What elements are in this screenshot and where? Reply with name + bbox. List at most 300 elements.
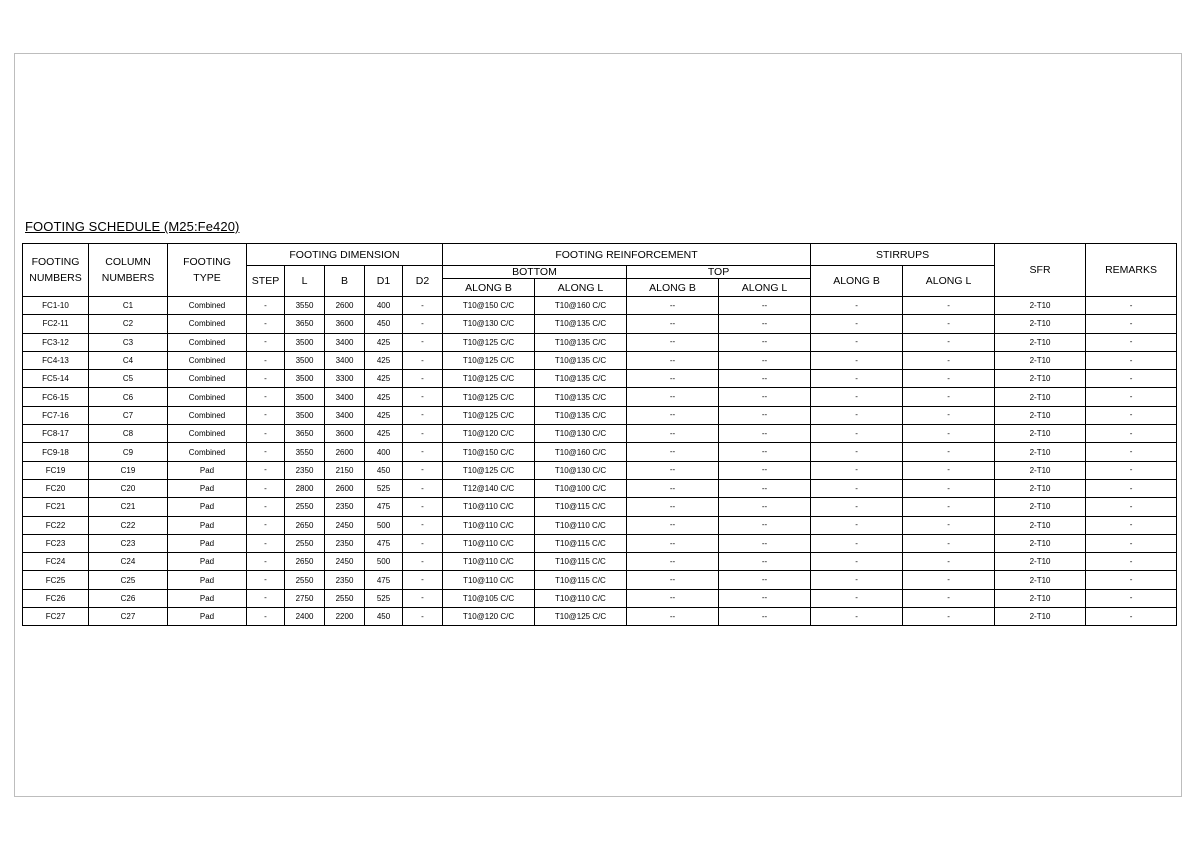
cell-sfr: 2-T10: [995, 388, 1086, 406]
cell-stirrups-along-l: -: [903, 388, 995, 406]
header-top-along-b: ALONG B: [627, 279, 719, 297]
cell-step: -: [247, 370, 285, 388]
cell-sfr: 2-T10: [995, 479, 1086, 497]
cell-column-number: C7: [89, 406, 168, 424]
cell-top-along-b: --: [627, 571, 719, 589]
header-footing-reinforcement: FOOTING REINFORCEMENT: [443, 244, 811, 266]
cell-stirrups-along-l: -: [903, 351, 995, 369]
cell-remarks: -: [1086, 406, 1177, 424]
cell-remarks: -: [1086, 553, 1177, 571]
header-column-numbers-line2: NUMBERS: [101, 272, 155, 284]
cell-stirrups-along-l: -: [903, 443, 995, 461]
cell-column-number: C19: [89, 461, 168, 479]
cell-sfr: 2-T10: [995, 297, 1086, 315]
cell-length: 3500: [285, 370, 325, 388]
cell-d1: 425: [365, 351, 403, 369]
cell-bottom-along-b: T10@110 C/C: [443, 553, 535, 571]
cell-step: -: [247, 333, 285, 351]
cell-column-number: C27: [89, 608, 168, 626]
cell-top-along-l: --: [719, 425, 811, 443]
cell-footing-number: FC24: [23, 553, 89, 571]
cell-top-along-l: --: [719, 479, 811, 497]
cell-remarks: -: [1086, 388, 1177, 406]
header-footing-type-line1: FOOTING: [183, 256, 231, 268]
cell-breadth: 2600: [325, 297, 365, 315]
cell-top-along-b: --: [627, 461, 719, 479]
cell-remarks: -: [1086, 479, 1177, 497]
cell-d1: 400: [365, 443, 403, 461]
cell-length: 3550: [285, 443, 325, 461]
cell-bottom-along-l: T10@115 C/C: [535, 534, 627, 552]
cell-bottom-along-b: T10@130 C/C: [443, 315, 535, 333]
cell-remarks: -: [1086, 534, 1177, 552]
cell-d1: 475: [365, 498, 403, 516]
cell-top-along-l: --: [719, 461, 811, 479]
table-row: [23, 388, 1177, 406]
cell-bottom-along-l: T10@160 C/C: [535, 443, 627, 461]
cell-length: 3650: [285, 425, 325, 443]
cell-footing-number: FC21: [23, 498, 89, 516]
cell-stirrups-along-b: -: [811, 425, 903, 443]
cell-stirrups-along-b: -: [811, 443, 903, 461]
cell-top-along-b: --: [627, 315, 719, 333]
table-row: [23, 516, 1177, 534]
cell-breadth: 3600: [325, 315, 365, 333]
header-d1: D1: [365, 266, 403, 297]
cell-column-number: C25: [89, 571, 168, 589]
cell-step: -: [247, 553, 285, 571]
cell-d2: -: [403, 443, 443, 461]
cell-breadth: 2450: [325, 553, 365, 571]
cell-bottom-along-l: T10@110 C/C: [535, 589, 627, 607]
cell-footing-number: FC26: [23, 589, 89, 607]
cell-bottom-along-l: T10@130 C/C: [535, 425, 627, 443]
cell-top-along-l: --: [719, 608, 811, 626]
cell-step: -: [247, 351, 285, 369]
cell-footing-number: FC20: [23, 479, 89, 497]
cell-stirrups-along-b: -: [811, 553, 903, 571]
cell-sfr: 2-T10: [995, 553, 1086, 571]
footing-schedule-table: [22, 243, 1177, 626]
table-row: [23, 406, 1177, 424]
header-footing-numbers-line1: FOOTING: [31, 256, 80, 268]
cell-step: -: [247, 571, 285, 589]
table-body: [23, 297, 1177, 626]
cell-bottom-along-b: T10@150 C/C: [443, 297, 535, 315]
cell-stirrups-along-b: -: [811, 571, 903, 589]
cell-stirrups-along-l: -: [903, 297, 995, 315]
header-stirrups-along-b: ALONG B: [811, 266, 903, 297]
cell-bottom-along-l: T10@135 C/C: [535, 370, 627, 388]
cell-column-number: C26: [89, 589, 168, 607]
cell-sfr: 2-T10: [995, 406, 1086, 424]
cell-d2: -: [403, 370, 443, 388]
cell-column-number: C24: [89, 553, 168, 571]
cell-bottom-along-b: T10@110 C/C: [443, 516, 535, 534]
cell-d2: -: [403, 425, 443, 443]
cell-stirrups-along-b: -: [811, 534, 903, 552]
cell-top-along-l: --: [719, 443, 811, 461]
cell-d2: -: [403, 461, 443, 479]
cell-bottom-along-b: T10@125 C/C: [443, 406, 535, 424]
header-column-numbers-line1: COLUMN: [105, 256, 151, 268]
cell-remarks: -: [1086, 297, 1177, 315]
cell-column-number: C6: [89, 388, 168, 406]
cell-d2: -: [403, 388, 443, 406]
header-stirrups-along-l: ALONG L: [903, 266, 995, 297]
cell-d2: -: [403, 608, 443, 626]
cell-breadth: 3300: [325, 370, 365, 388]
cell-top-along-b: --: [627, 333, 719, 351]
cell-breadth: 2350: [325, 534, 365, 552]
cell-top-along-l: --: [719, 315, 811, 333]
table-row: [23, 333, 1177, 351]
cell-bottom-along-l: T10@135 C/C: [535, 388, 627, 406]
cell-length: 3500: [285, 406, 325, 424]
cell-step: -: [247, 425, 285, 443]
cell-sfr: 2-T10: [995, 351, 1086, 369]
cell-d2: -: [403, 479, 443, 497]
cell-length: 3650: [285, 315, 325, 333]
cell-bottom-along-b: T10@120 C/C: [443, 608, 535, 626]
cell-bottom-along-b: T10@110 C/C: [443, 498, 535, 516]
cell-length: 3500: [285, 333, 325, 351]
cell-top-along-l: --: [719, 388, 811, 406]
cell-top-along-l: --: [719, 498, 811, 516]
header-footing-type-line2: TYPE: [193, 272, 221, 284]
cell-footing-type: Combined: [168, 443, 247, 461]
cell-step: -: [247, 589, 285, 607]
cell-stirrups-along-l: -: [903, 516, 995, 534]
cell-remarks: -: [1086, 315, 1177, 333]
cell-column-number: C20: [89, 479, 168, 497]
table-row: [23, 370, 1177, 388]
cell-breadth: 2450: [325, 516, 365, 534]
cell-remarks: -: [1086, 351, 1177, 369]
cell-step: -: [247, 534, 285, 552]
cell-breadth: 2600: [325, 479, 365, 497]
cell-footing-type: Pad: [168, 553, 247, 571]
cell-d1: 425: [365, 425, 403, 443]
cell-top-along-l: --: [719, 406, 811, 424]
cell-footing-number: FC6-15: [23, 388, 89, 406]
cell-stirrups-along-l: -: [903, 315, 995, 333]
cell-footing-number: FC3-12: [23, 333, 89, 351]
header-bottom-along-l: ALONG L: [535, 279, 627, 297]
cell-stirrups-along-b: -: [811, 498, 903, 516]
cell-stirrups-along-l: -: [903, 370, 995, 388]
table-row: [23, 479, 1177, 497]
cell-sfr: 2-T10: [995, 589, 1086, 607]
cell-stirrups-along-l: -: [903, 479, 995, 497]
table-row: [23, 461, 1177, 479]
cell-bottom-along-l: T10@100 C/C: [535, 479, 627, 497]
header-column-numbers: [89, 244, 168, 297]
cell-footing-type: Combined: [168, 351, 247, 369]
cell-d1: 425: [365, 333, 403, 351]
cell-footing-type: Pad: [168, 516, 247, 534]
cell-footing-type: Pad: [168, 571, 247, 589]
header-footing-numbers-line2: NUMBERS: [29, 272, 82, 284]
cell-d1: 500: [365, 516, 403, 534]
cell-bottom-along-l: T10@135 C/C: [535, 351, 627, 369]
cell-top-along-l: --: [719, 534, 811, 552]
schedule-title: FOOTING SCHEDULE (M25:Fe420): [25, 219, 240, 234]
table-row: [23, 589, 1177, 607]
cell-stirrups-along-b: -: [811, 315, 903, 333]
cell-top-along-b: --: [627, 425, 719, 443]
cell-column-number: C23: [89, 534, 168, 552]
header-l: L: [285, 266, 325, 297]
cell-remarks: -: [1086, 589, 1177, 607]
cell-sfr: 2-T10: [995, 443, 1086, 461]
cell-top-along-l: --: [719, 351, 811, 369]
cell-remarks: -: [1086, 333, 1177, 351]
header-top: TOP: [627, 266, 811, 279]
cell-bottom-along-l: T10@135 C/C: [535, 315, 627, 333]
cell-d1: 450: [365, 315, 403, 333]
cell-bottom-along-b: T10@125 C/C: [443, 370, 535, 388]
cell-stirrups-along-l: -: [903, 461, 995, 479]
header-bottom-along-b: ALONG B: [443, 279, 535, 297]
cell-footing-type: Combined: [168, 315, 247, 333]
cell-d2: -: [403, 297, 443, 315]
cell-footing-number: FC1-10: [23, 297, 89, 315]
cell-length: 2650: [285, 516, 325, 534]
cell-stirrups-along-l: -: [903, 608, 995, 626]
cell-footing-type: Combined: [168, 388, 247, 406]
cell-bottom-along-l: T10@135 C/C: [535, 406, 627, 424]
cell-stirrups-along-b: -: [811, 479, 903, 497]
cell-footing-type: Pad: [168, 589, 247, 607]
cell-stirrups-along-l: -: [903, 333, 995, 351]
cell-length: 3500: [285, 388, 325, 406]
cell-length: 2550: [285, 534, 325, 552]
cell-step: -: [247, 608, 285, 626]
cell-sfr: 2-T10: [995, 498, 1086, 516]
cell-footing-number: FC4-13: [23, 351, 89, 369]
cell-bottom-along-b: T10@125 C/C: [443, 351, 535, 369]
cell-length: 2650: [285, 553, 325, 571]
cell-step: -: [247, 297, 285, 315]
table-row: [23, 297, 1177, 315]
cell-step: -: [247, 315, 285, 333]
cell-top-along-l: --: [719, 516, 811, 534]
table-row: [23, 553, 1177, 571]
cell-breadth: 2600: [325, 443, 365, 461]
cell-stirrups-along-b: -: [811, 589, 903, 607]
table-row: [23, 443, 1177, 461]
cell-top-along-b: --: [627, 443, 719, 461]
cell-sfr: 2-T10: [995, 516, 1086, 534]
cell-footing-number: FC7-16: [23, 406, 89, 424]
cell-remarks: -: [1086, 461, 1177, 479]
cell-bottom-along-b: T10@110 C/C: [443, 534, 535, 552]
cell-stirrups-along-l: -: [903, 571, 995, 589]
cell-stirrups-along-b: -: [811, 406, 903, 424]
cell-footing-number: FC27: [23, 608, 89, 626]
cell-column-number: C8: [89, 425, 168, 443]
cell-top-along-b: --: [627, 388, 719, 406]
cell-d1: 475: [365, 534, 403, 552]
cell-footing-number: FC19: [23, 461, 89, 479]
table-row: [23, 425, 1177, 443]
cell-stirrups-along-b: -: [811, 370, 903, 388]
cell-length: 2750: [285, 589, 325, 607]
cell-length: 2800: [285, 479, 325, 497]
cell-remarks: -: [1086, 370, 1177, 388]
cell-footing-number: FC9-18: [23, 443, 89, 461]
cell-step: -: [247, 516, 285, 534]
cell-sfr: 2-T10: [995, 315, 1086, 333]
cell-bottom-along-b: T10@125 C/C: [443, 461, 535, 479]
cell-footing-type: Combined: [168, 297, 247, 315]
cell-top-along-l: --: [719, 297, 811, 315]
cell-length: 2350: [285, 461, 325, 479]
cell-top-along-b: --: [627, 608, 719, 626]
cell-breadth: 3400: [325, 351, 365, 369]
header-b: B: [325, 266, 365, 297]
header-stirrups: STIRRUPS: [811, 244, 995, 266]
cell-bottom-along-l: T10@160 C/C: [535, 297, 627, 315]
cell-top-along-b: --: [627, 479, 719, 497]
cell-top-along-l: --: [719, 370, 811, 388]
table-header: [23, 244, 1177, 297]
cell-step: -: [247, 461, 285, 479]
cell-stirrups-along-l: -: [903, 406, 995, 424]
cell-remarks: -: [1086, 608, 1177, 626]
cell-footing-number: FC25: [23, 571, 89, 589]
table-row: [23, 315, 1177, 333]
header-footing-dimension: FOOTING DIMENSION: [247, 244, 443, 266]
cell-top-along-l: --: [719, 333, 811, 351]
cell-stirrups-along-b: -: [811, 461, 903, 479]
cell-d1: 425: [365, 406, 403, 424]
cell-footing-type: Combined: [168, 370, 247, 388]
cell-sfr: 2-T10: [995, 370, 1086, 388]
cell-sfr: 2-T10: [995, 608, 1086, 626]
cell-breadth: 2350: [325, 498, 365, 516]
cell-footing-type: Pad: [168, 461, 247, 479]
cell-top-along-b: --: [627, 351, 719, 369]
cell-breadth: 2200: [325, 608, 365, 626]
cell-stirrups-along-b: -: [811, 351, 903, 369]
cell-d1: 425: [365, 370, 403, 388]
cell-sfr: 2-T10: [995, 534, 1086, 552]
cell-bottom-along-b: T10@125 C/C: [443, 388, 535, 406]
cell-step: -: [247, 406, 285, 424]
table-row: [23, 534, 1177, 552]
cell-d2: -: [403, 516, 443, 534]
header-sfr: SFR: [995, 244, 1086, 297]
cell-footing-type: Combined: [168, 333, 247, 351]
cell-footing-number: FC22: [23, 516, 89, 534]
cell-footing-type: Combined: [168, 406, 247, 424]
cell-footing-type: Pad: [168, 498, 247, 516]
cell-column-number: C3: [89, 333, 168, 351]
cell-breadth: 2550: [325, 589, 365, 607]
cell-d2: -: [403, 351, 443, 369]
cell-remarks: -: [1086, 498, 1177, 516]
cell-bottom-along-l: T10@115 C/C: [535, 553, 627, 571]
header-remarks: REMARKS: [1086, 244, 1177, 297]
cell-stirrups-along-b: -: [811, 516, 903, 534]
cell-stirrups-along-l: -: [903, 534, 995, 552]
cell-sfr: 2-T10: [995, 461, 1086, 479]
cell-length: 2400: [285, 608, 325, 626]
cell-footing-type: Pad: [168, 534, 247, 552]
cell-d1: 450: [365, 608, 403, 626]
cell-top-along-b: --: [627, 534, 719, 552]
cell-column-number: C1: [89, 297, 168, 315]
cell-d2: -: [403, 498, 443, 516]
cell-column-number: C5: [89, 370, 168, 388]
cell-stirrups-along-b: -: [811, 608, 903, 626]
header-step: STEP: [247, 266, 285, 297]
cell-bottom-along-l: T10@115 C/C: [535, 571, 627, 589]
cell-column-number: C9: [89, 443, 168, 461]
cell-d1: 525: [365, 589, 403, 607]
cell-sfr: 2-T10: [995, 333, 1086, 351]
cell-footing-number: FC5-14: [23, 370, 89, 388]
cell-breadth: 3400: [325, 388, 365, 406]
cell-d2: -: [403, 553, 443, 571]
cell-breadth: 2350: [325, 571, 365, 589]
cell-breadth: 3400: [325, 406, 365, 424]
cell-stirrups-along-b: -: [811, 297, 903, 315]
cell-column-number: C21: [89, 498, 168, 516]
cell-bottom-along-b: T10@125 C/C: [443, 333, 535, 351]
cell-stirrups-along-l: -: [903, 589, 995, 607]
header-d2: D2: [403, 266, 443, 297]
cell-bottom-along-l: T10@125 C/C: [535, 608, 627, 626]
cell-bottom-along-l: T10@135 C/C: [535, 333, 627, 351]
cell-d2: -: [403, 315, 443, 333]
cell-column-number: C22: [89, 516, 168, 534]
cell-bottom-along-b: T10@105 C/C: [443, 589, 535, 607]
cell-top-along-b: --: [627, 516, 719, 534]
cell-d2: -: [403, 534, 443, 552]
cell-d1: 450: [365, 461, 403, 479]
cell-footing-number: FC8-17: [23, 425, 89, 443]
cell-d2: -: [403, 589, 443, 607]
cell-sfr: 2-T10: [995, 571, 1086, 589]
cell-d1: 400: [365, 297, 403, 315]
cell-breadth: 2150: [325, 461, 365, 479]
cell-step: -: [247, 443, 285, 461]
cell-breadth: 3400: [325, 333, 365, 351]
cell-length: 3550: [285, 297, 325, 315]
cell-d1: 475: [365, 571, 403, 589]
cell-top-along-b: --: [627, 589, 719, 607]
cell-footing-number: FC23: [23, 534, 89, 552]
cell-length: 2550: [285, 498, 325, 516]
cell-d2: -: [403, 333, 443, 351]
cell-length: 2550: [285, 571, 325, 589]
cell-bottom-along-l: T10@115 C/C: [535, 498, 627, 516]
cell-top-along-b: --: [627, 406, 719, 424]
cell-bottom-along-b: T10@110 C/C: [443, 571, 535, 589]
cell-stirrups-along-b: -: [811, 388, 903, 406]
cell-d1: 425: [365, 388, 403, 406]
cell-d2: -: [403, 406, 443, 424]
cell-stirrups-along-b: -: [811, 333, 903, 351]
header-top-along-l: ALONG L: [719, 279, 811, 297]
cell-sfr: 2-T10: [995, 425, 1086, 443]
cell-d1: 525: [365, 479, 403, 497]
cell-column-number: C2: [89, 315, 168, 333]
cell-remarks: -: [1086, 443, 1177, 461]
